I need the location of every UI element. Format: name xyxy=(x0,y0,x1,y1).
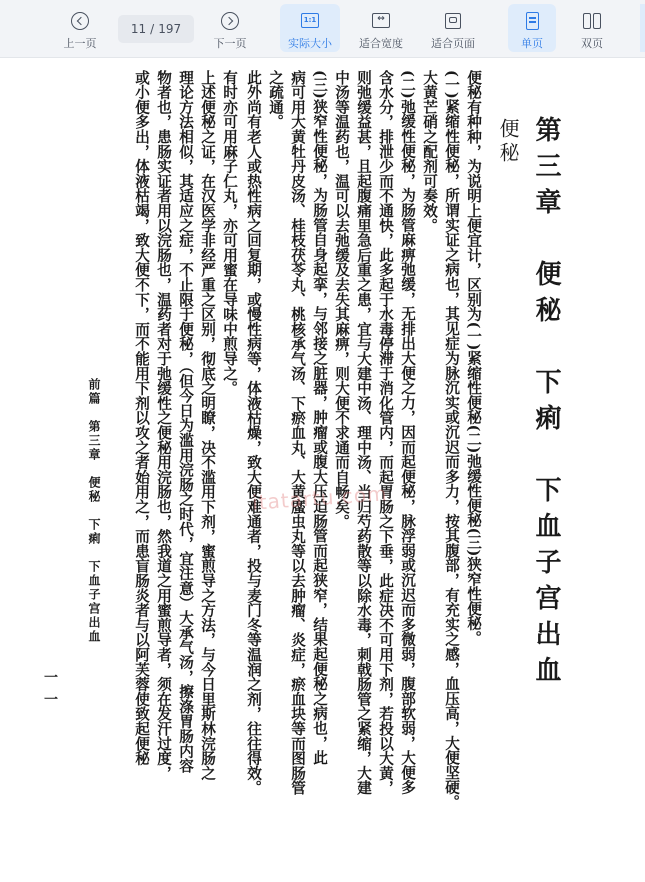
page-footer: 前篇 第三章 便秘 下痢 下血子宫出血 xyxy=(87,378,101,644)
page-number: 一一 xyxy=(42,670,58,714)
text-column-12: 有时亦可用麻子仁丸，亦可用蜜在导味中煎导之。 xyxy=(221,70,238,396)
text-column-13: 上述便秘之证，在汉医学非经严重之区别，彻底之明瞭，决不滥用下剂，蜜煎导之方法，与今日里斯林浣肠之 xyxy=(199,70,216,781)
text-column-14: 理论方法相似，其适应之症，不止限于便秘，（但今日为滥用浣肠之时代，宜注意）大承气汤，擦涤胃肠内容 xyxy=(177,70,194,774)
single-page-button[interactable] xyxy=(508,4,556,52)
text-column-16: 或小便多出，体液枯竭，致大便不下，而不能用下剂以攻之者始用之，而患盲肠炎者与以阿芙蓉使致起便秘 xyxy=(133,70,150,766)
text-column-1: 便秘有种种，为说明上便宜计，区别为(一)紧缩性便秘(二)弛缓性便秘(三)狭窄性便秘。 xyxy=(465,70,482,646)
text-column-4: (二)弛缓性便秘，为肠管麻痹弛缓，无排出大便之力，因而起便秘，脉浮弱或沉迟而多微弱，腹部软弱，大便多 xyxy=(399,70,416,795)
text-column-5: 含水分，排泄少而不通快，此多起于水毒停滞于消化管内，而起胃肠之下垂，此症决不可用下剂，若投以大黄， xyxy=(377,70,394,796)
text-column-3: 大黄芒硝之配剂可奏效。 xyxy=(421,70,438,233)
toolbar-edge xyxy=(640,4,645,52)
fit-width-icon: ↔ xyxy=(370,10,392,32)
single-page-label: 单页 xyxy=(521,37,543,50)
single-page-icon xyxy=(521,10,543,32)
actual-size-icon: 1:1 xyxy=(299,10,321,32)
next-page-label: 下一页 xyxy=(213,37,247,50)
actual-size-button[interactable] xyxy=(280,4,340,52)
text-column-11: 此外尚有老人或热性病之回复期，或慢性病等，体液枯燥，致大便难通者，投与麦门冬等温润之剂，往往得效。 xyxy=(245,70,262,796)
page-separator: / xyxy=(150,22,155,36)
text-column-6: 则弛缓益甚，且起腹痛里急后重之患，宜与大建中汤、理中汤、当归芍药散等以除水毒，刺戟肠管之紧缩，大建 xyxy=(355,70,372,796)
page-current[interactable]: 11 xyxy=(130,22,147,36)
watermark-text: itatartu.com xyxy=(251,481,389,515)
toolbar xyxy=(0,0,645,58)
fit-width-label: 适合宽度 xyxy=(359,37,403,50)
double-page-button[interactable] xyxy=(568,4,616,52)
text-column-10: 之疏通。 xyxy=(267,70,284,130)
next-circle-icon xyxy=(219,10,241,32)
prev-page-label: 上一页 xyxy=(63,37,97,50)
page-counter[interactable] xyxy=(118,15,194,43)
text-column-15: 物者也，患肠实证者用以浣肠也，温药者对于弛缓性之便秘用浣肠也，然我道之用蜜煎导者，须在发汗过度， xyxy=(155,70,172,781)
double-page-label: 双页 xyxy=(581,37,603,50)
text-column-7: 中汤等温药也，温可以去弛缓及去失其麻痹，则大便不求通而自畅矣。 xyxy=(333,70,350,529)
chapter-heading: 第三章 便秘 下痢 下血子宫出血 xyxy=(531,116,561,692)
text-column-2: (一)紧缩性便秘，所谓实证之病也，其见症为脉沉实或沉迟而多力，按其腹部，有充实之感，血压高，大便坚硬。 xyxy=(443,70,460,810)
page-total: 197 xyxy=(158,22,182,36)
document-page xyxy=(0,58,645,882)
actual-size-label: 实际大小 xyxy=(288,37,332,50)
section-heading: 便秘 xyxy=(496,118,520,166)
fit-page-button[interactable] xyxy=(424,4,482,52)
double-page-icon xyxy=(581,10,603,32)
fit-page-icon xyxy=(442,10,464,32)
prev-page-button[interactable] xyxy=(52,4,108,52)
fit-width-button[interactable] xyxy=(352,4,410,52)
next-page-button[interactable] xyxy=(202,4,258,52)
text-column-8: (三)狭窄性便秘，为肠管自身起挛，与邻接之脏器，肿瘤或腹大压迫肠管而起狭窄，结果起便秘之病也，此 xyxy=(311,70,328,766)
prev-circle-icon xyxy=(69,10,91,32)
text-column-9: 病可用大黄牡丹皮汤、桂枝茯苓丸、桃核承气汤、下瘀血丸、大黄䗪虫丸等以去肿瘤、炎症，瘀血块等而图肠管 xyxy=(289,70,306,796)
fit-page-label: 适合页面 xyxy=(431,37,475,50)
